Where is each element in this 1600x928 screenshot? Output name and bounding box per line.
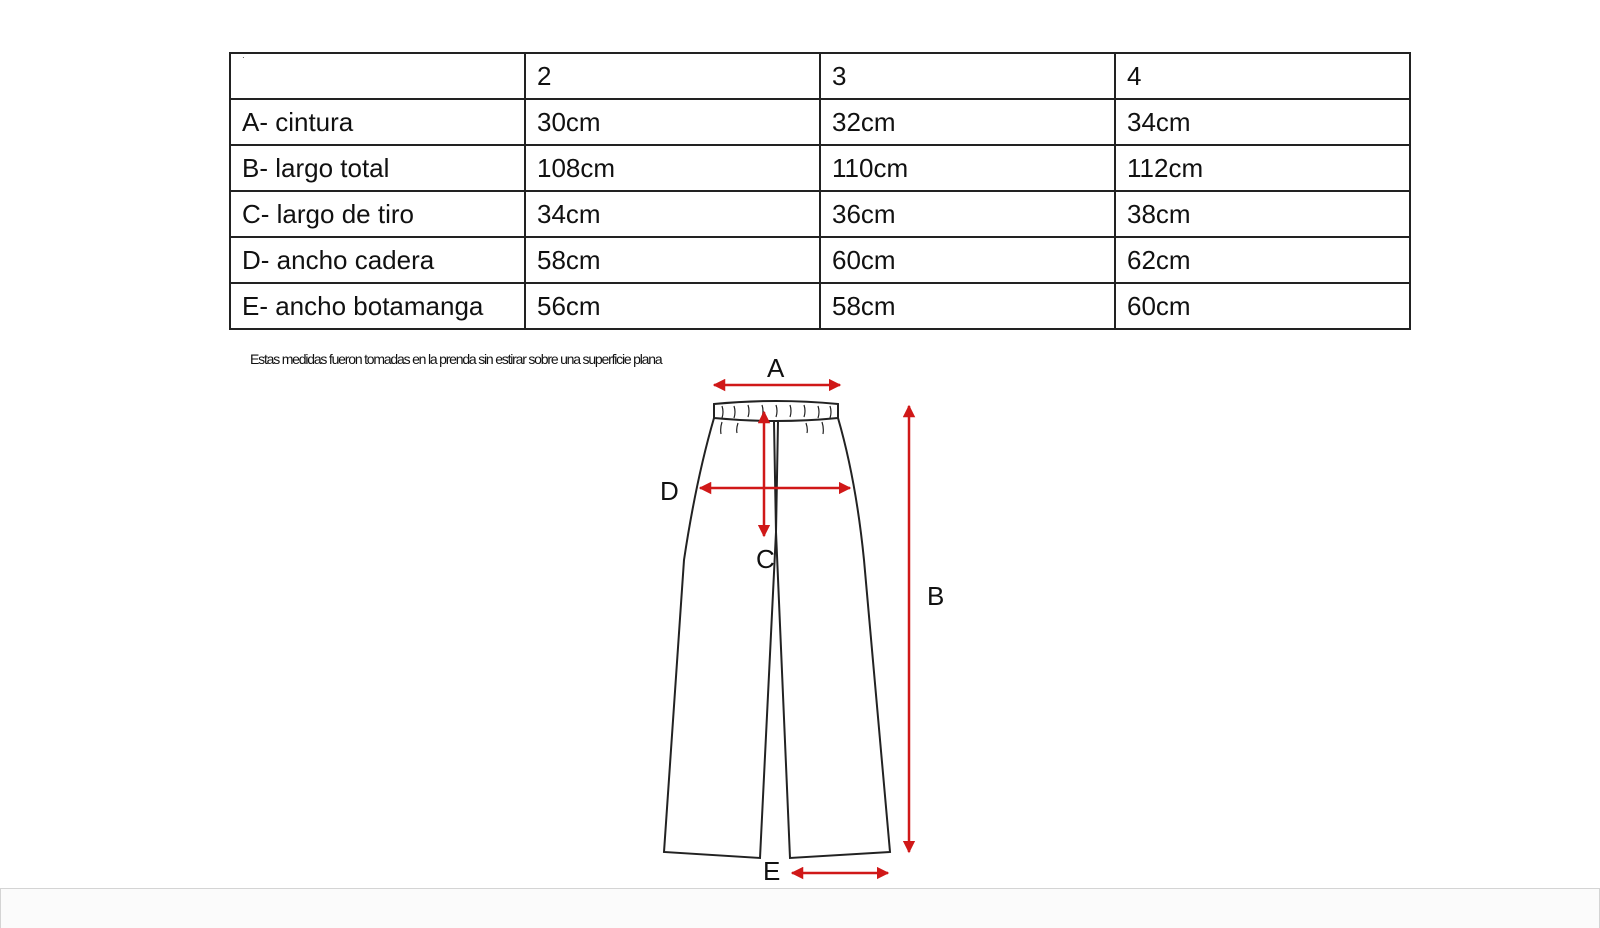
measure-label-cell: C- largo de tiro [230,191,525,237]
size-header-cell: 4 [1115,53,1410,99]
pants-outline [664,401,890,858]
label-d: D [660,476,679,506]
measure-value-cell: 60cm [1115,283,1410,329]
measure-label-cell: E- ancho botamanga [230,283,525,329]
measure-value-cell: 58cm [820,283,1115,329]
measure-value-cell: 56cm [525,283,820,329]
measure-value-cell: 58cm [525,237,820,283]
label-b: B [927,581,945,611]
waistband-gathers [722,405,831,418]
measure-label-cell: D- ancho cadera [230,237,525,283]
size-header-cell: 2 [525,53,820,99]
measure-arrows [700,385,909,873]
waist-pleats [721,422,824,434]
measure-value-cell: 62cm [1115,237,1410,283]
right-leg [776,418,890,858]
measure-value-cell: 34cm [525,191,820,237]
table-header-row [230,53,1410,99]
measure-value-cell: 110cm [820,145,1115,191]
measure-value-cell: 32cm [820,99,1115,145]
label-c: C [756,544,775,574]
measure-value-cell: 36cm [820,191,1115,237]
measurement-note: Estas medidas fueron tomadas en la prenda sin estirar sobre una superficie plana [250,351,662,367]
size-header-cell: 3 [820,53,1115,99]
table-row [230,145,1410,191]
label-e: E [763,856,781,880]
measure-value-cell: 112cm [1115,145,1410,191]
measure-label-cell: A- cintura [230,99,525,145]
measure-value-cell: 38cm [1115,191,1410,237]
measure-label-cell: B- largo total [230,145,525,191]
table-row [230,99,1410,145]
label-a: A [767,353,785,383]
table-row [230,191,1410,237]
measure-value-cell: 60cm [820,237,1115,283]
left-leg [664,418,776,858]
measure-value-cell: 30cm [525,99,820,145]
table-row [230,237,1410,283]
size-table [229,52,1411,330]
table-corner-cell: · [230,53,525,99]
measure-value-cell: 108cm [525,145,820,191]
bottom-panel [0,888,1600,928]
table-row [230,283,1410,329]
measure-value-cell: 34cm [1115,99,1410,145]
pants-diagram [0,340,1600,880]
